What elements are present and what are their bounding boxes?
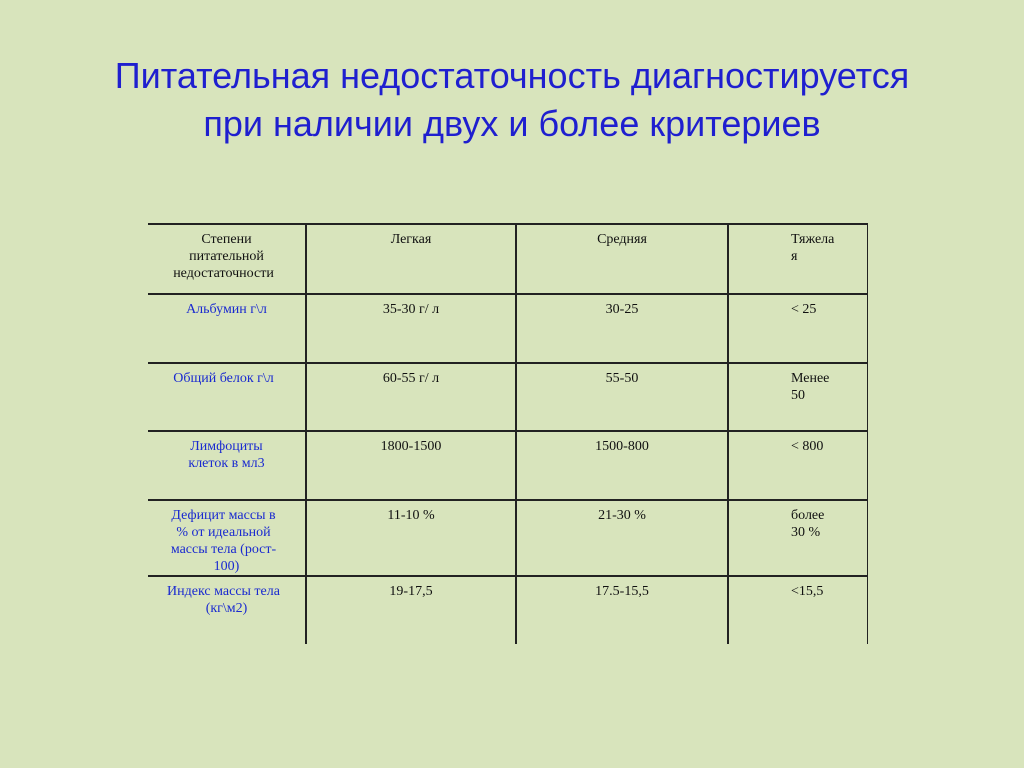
row-mild-value: 19-17,5 xyxy=(389,584,433,599)
row-severe-cell xyxy=(728,363,868,431)
header-degree-line-3: недостаточности xyxy=(173,266,274,281)
row-mild-cell xyxy=(306,500,516,576)
row-moderate-cell xyxy=(516,294,728,363)
table-row xyxy=(148,294,868,363)
row-label-line-1: Индекс массы тела xyxy=(167,584,280,599)
row-label-line-2: клеток в мл3 xyxy=(188,456,265,471)
row-severe-value: < 25 xyxy=(791,302,817,317)
row-mild-value: 1800-1500 xyxy=(380,439,442,454)
row-severe-cell xyxy=(728,431,868,500)
row-severe-cell xyxy=(728,576,868,644)
row-mild-value: 60-55 г/ л xyxy=(382,371,440,386)
row-label-line-1: Лимфоциты xyxy=(190,439,263,454)
row-moderate-value: 17.5-15,5 xyxy=(595,584,649,599)
row-severe-value-line-1: более xyxy=(791,508,825,523)
header-cell-moderate xyxy=(516,224,728,294)
table-header-row xyxy=(148,224,868,294)
row-label: Общий белок г\л xyxy=(173,371,274,386)
row-mild-cell xyxy=(306,363,516,431)
table-row xyxy=(148,431,868,500)
row-label-line-2: % от идеальной xyxy=(176,525,271,540)
row-label-cell xyxy=(148,294,306,363)
row-severe-value-line-1: Менее xyxy=(791,371,830,386)
row-severe-value-line-2: 50 xyxy=(791,388,805,403)
row-moderate-value: 1500-800 xyxy=(595,439,649,454)
row-moderate-cell xyxy=(516,576,728,644)
row-label-line-2: (кг\м2) xyxy=(205,601,248,616)
row-mild-value: 35-30 г/ л xyxy=(382,302,440,317)
row-label-line-3: массы тела (рост- xyxy=(170,542,277,557)
header-moderate: Средняя xyxy=(597,232,647,247)
header-cell-degree xyxy=(148,224,306,294)
row-severe-value: <15,5 xyxy=(791,584,824,599)
header-mild: Легкая xyxy=(390,232,432,247)
row-moderate-value: 55-50 xyxy=(605,371,639,386)
row-label-cell xyxy=(148,431,306,500)
row-moderate-value: 21-30 % xyxy=(598,508,646,523)
criteria-table xyxy=(148,223,868,644)
row-severe-cell xyxy=(728,294,868,363)
criteria-table-container xyxy=(148,223,868,644)
header-degree-line-2: питательной xyxy=(189,249,264,264)
row-severe-value: < 800 xyxy=(791,439,824,454)
table-row xyxy=(148,363,868,431)
table-row xyxy=(148,500,868,576)
row-label: Альбумин г\л xyxy=(186,302,267,317)
row-severe-value-line-2: 30 % xyxy=(791,525,821,540)
row-moderate-cell xyxy=(516,500,728,576)
row-moderate-value: 30-25 xyxy=(605,302,639,317)
slide-title-line-2: при наличии двух и более критериев xyxy=(203,103,821,144)
table-row xyxy=(148,576,868,644)
row-severe-cell xyxy=(728,500,868,576)
row-mild-cell xyxy=(306,576,516,644)
header-severe-line-1: Тяжела xyxy=(791,232,835,247)
header-cell-mild xyxy=(306,224,516,294)
row-label-cell xyxy=(148,500,306,576)
row-moderate-cell xyxy=(516,431,728,500)
header-severe-line-2: я xyxy=(791,249,798,264)
row-label-line-4: 100) xyxy=(213,559,240,574)
header-cell-severe xyxy=(728,224,868,294)
slide-title xyxy=(60,52,964,148)
row-label-cell xyxy=(148,363,306,431)
row-mild-value: 11-10 % xyxy=(387,508,435,523)
row-mild-cell xyxy=(306,431,516,500)
slide-title-line-1: Питательная недостаточность диагностируется xyxy=(114,55,910,96)
row-mild-cell xyxy=(306,294,516,363)
row-label-cell xyxy=(148,576,306,644)
row-moderate-cell xyxy=(516,363,728,431)
header-degree-line-1: Степени xyxy=(201,232,252,247)
row-label-line-1: Дефицит массы в xyxy=(171,508,276,523)
